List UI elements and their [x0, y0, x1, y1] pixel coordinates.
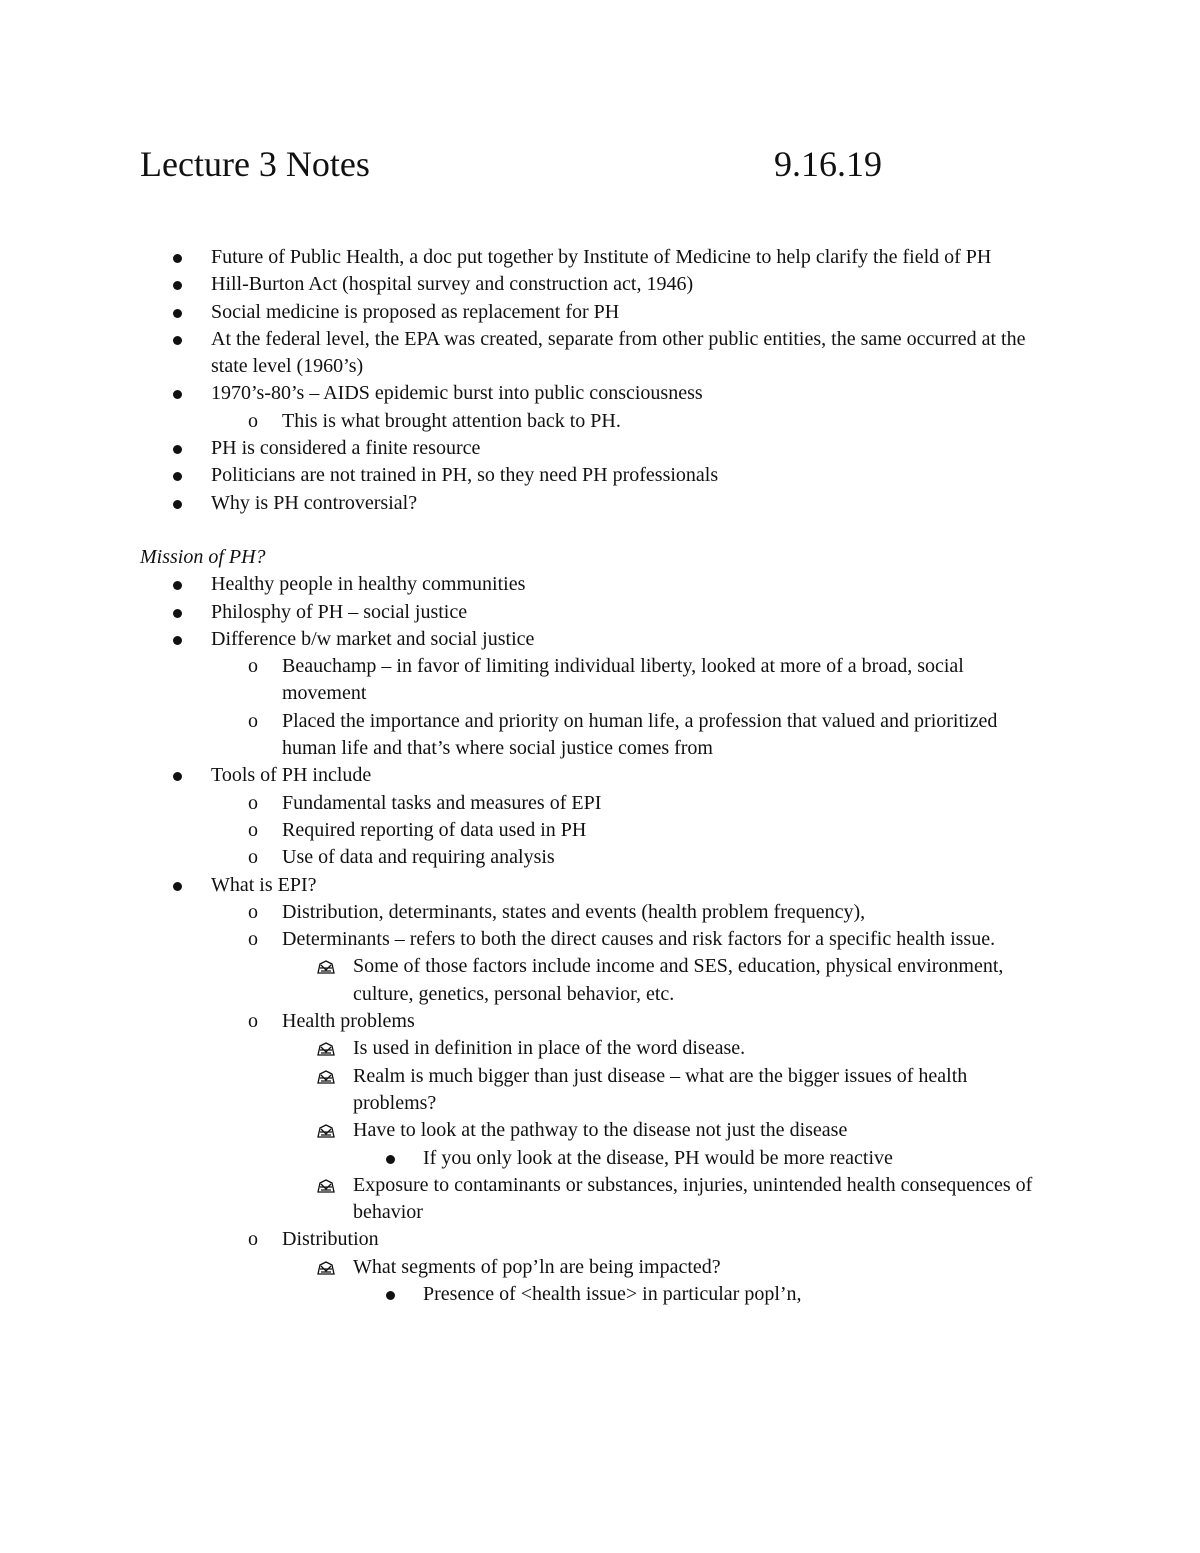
list-item-text: Healthy people in healthy communities — [211, 573, 526, 596]
list-item-text: Philosphy of PH – social justice — [211, 600, 468, 623]
level4-list-item — [140, 1281, 1040, 1308]
list-item-text: Placed the importance and priority on human life, a profession that valued and prioritized human life and that’s where social justice comes from — [282, 709, 998, 760]
list-item-text: Hill-Burton Act (hospital survey and construction act, 1946) — [211, 273, 694, 296]
list-item-text: PH is considered a finite resource — [211, 437, 481, 460]
list-item — [140, 626, 1040, 653]
list-item — [140, 435, 1040, 462]
bullet-dot-icon — [173, 626, 197, 653]
bullet-dot-icon — [173, 244, 197, 271]
list-item-text: Distribution, determinants, states and events (health problem frequency), — [282, 900, 866, 923]
list-item-text: Realm is much bigger than just disease – what are the bigger issues of health problems? — [353, 1064, 968, 1114]
square-bullet-icon — [316, 1035, 340, 1065]
title-row — [140, 138, 1040, 198]
list-item-text: At the federal level, the EPA was created, separate from other public entities, the same occurred at the state level (1960’s) — [211, 327, 1026, 378]
list-item-text: Difference b/w market and social justice — [211, 627, 535, 650]
bullet-dot-icon — [173, 435, 197, 462]
square-bullet-icon — [316, 1254, 340, 1284]
square-bullet-icon — [316, 1063, 340, 1093]
document-page — [140, 138, 1040, 1308]
bullet-circle-icon: o — [248, 409, 258, 432]
level4-list-item — [140, 1145, 1040, 1172]
bullet-circle-icon: o — [248, 818, 258, 841]
list-item-text: What segments of pop’ln are being impacted? — [353, 1255, 721, 1278]
bullet-dot-icon — [173, 299, 197, 326]
bullet-dot-icon — [386, 1145, 410, 1172]
sub-list-item — [140, 1226, 1040, 1253]
sub-sub-list-item — [140, 1035, 1040, 1062]
list-item-text: 1970’s-80’s – AIDS epidemic burst into public consciousness — [211, 382, 703, 405]
list-item — [140, 490, 1040, 517]
page-title: Lecture 3 Notes — [140, 144, 370, 184]
list-item-text: Future of Public Health, a doc put together by Institute of Medicine to help clarify the field of PH — [211, 246, 992, 268]
list-item — [140, 326, 1040, 381]
list-item-text: Distribution — [282, 1228, 379, 1251]
list-item-text: What is EPI? — [211, 873, 317, 896]
sub-sub-list-item — [140, 953, 1040, 1008]
list-item — [140, 599, 1040, 626]
bullet-circle-icon: o — [248, 846, 258, 869]
bullet-dot-icon — [173, 490, 197, 517]
mission-list — [140, 571, 1040, 1308]
sub-list-item — [140, 653, 1040, 708]
lecture-date: 9.16.19 — [774, 144, 882, 184]
sub-list-item — [140, 817, 1040, 844]
bullet-dot-icon — [173, 599, 197, 626]
bullet-dot-icon — [386, 1281, 410, 1308]
sub-sub-list-item — [140, 1117, 1040, 1144]
list-item-text: Required reporting of data used in PH — [282, 818, 587, 841]
bullet-dot-icon — [173, 872, 197, 899]
bullet-circle-icon: o — [248, 928, 258, 951]
sub-sub-list-item — [140, 1063, 1040, 1118]
bullet-dot-icon — [173, 762, 197, 789]
bullet-circle-icon: o — [248, 791, 258, 814]
list-item-text: Have to look at the pathway to the disease not just the disease — [353, 1119, 848, 1142]
list-item — [140, 872, 1040, 899]
list-item-text: Why is PH controversial? — [211, 491, 418, 514]
list-item-text: Tools of PH include — [211, 764, 372, 787]
list-item-text: If you only look at the disease, PH would be more reactive — [423, 1146, 893, 1169]
list-item — [140, 271, 1040, 298]
list-item-text: This is what brought attention back to PH. — [282, 409, 621, 432]
intro-list — [140, 244, 1040, 517]
list-item — [140, 762, 1040, 789]
list-item — [140, 299, 1040, 326]
bullet-dot-icon — [173, 571, 197, 598]
list-item-text: Politicians are not trained in PH, so they need PH professionals — [211, 464, 719, 487]
list-item — [140, 571, 1040, 598]
sub-list-item — [140, 844, 1040, 871]
bullet-dot-icon — [173, 326, 197, 353]
list-item-text: Beauchamp – in favor of limiting individual liberty, looked at more of a broad, social movement — [282, 655, 964, 705]
sub-list-item — [140, 708, 1040, 763]
list-item-text: Exposure to contaminants or substances, injuries, unintended health consequences of behavior — [353, 1173, 1033, 1224]
bullet-dot-icon — [173, 462, 197, 489]
sub-list-item — [140, 1008, 1040, 1035]
bullet-circle-icon: o — [248, 655, 258, 678]
list-item-text: Health problems — [282, 1010, 415, 1033]
square-bullet-icon — [316, 953, 340, 983]
list-item — [140, 244, 1040, 271]
bullet-circle-icon: o — [248, 709, 258, 732]
section-heading-mission: Mission of PH? — [140, 545, 266, 568]
list-item-text: Is used in definition in place of the word disease. — [353, 1037, 746, 1060]
sub-list-item — [140, 899, 1040, 926]
sub-list-item — [140, 926, 1040, 953]
list-item-text: Some of those factors include income and SES, education, physical environment, culture, genetics, personal behavior, etc. — [353, 955, 1004, 1005]
list-item-text: Fundamental tasks and measures of EPI — [282, 791, 602, 814]
sub-list-item — [140, 790, 1040, 817]
list-item-text: Use of data and requiring analysis — [282, 846, 555, 869]
sub-list-item — [140, 408, 1040, 435]
bullet-circle-icon: o — [248, 900, 258, 923]
square-bullet-icon — [316, 1172, 340, 1202]
list-item-text: Presence of <health issue> in particular popl’n, — [423, 1282, 802, 1305]
bullet-dot-icon — [173, 271, 197, 298]
bullet-circle-icon: o — [248, 1010, 258, 1033]
notes-body — [140, 244, 1040, 1308]
bullet-dot-icon — [173, 380, 197, 407]
sub-sub-list-item — [140, 1254, 1040, 1281]
bullet-circle-icon: o — [248, 1228, 258, 1251]
list-item — [140, 462, 1040, 489]
list-item — [140, 380, 1040, 407]
sub-sub-list-item — [140, 1172, 1040, 1227]
list-item-text: Social medicine is proposed as replacement for PH — [211, 300, 620, 323]
square-bullet-icon — [316, 1117, 340, 1147]
list-item-text: Determinants – refers to both the direct causes and risk factors for a specific health issue. — [282, 928, 996, 951]
